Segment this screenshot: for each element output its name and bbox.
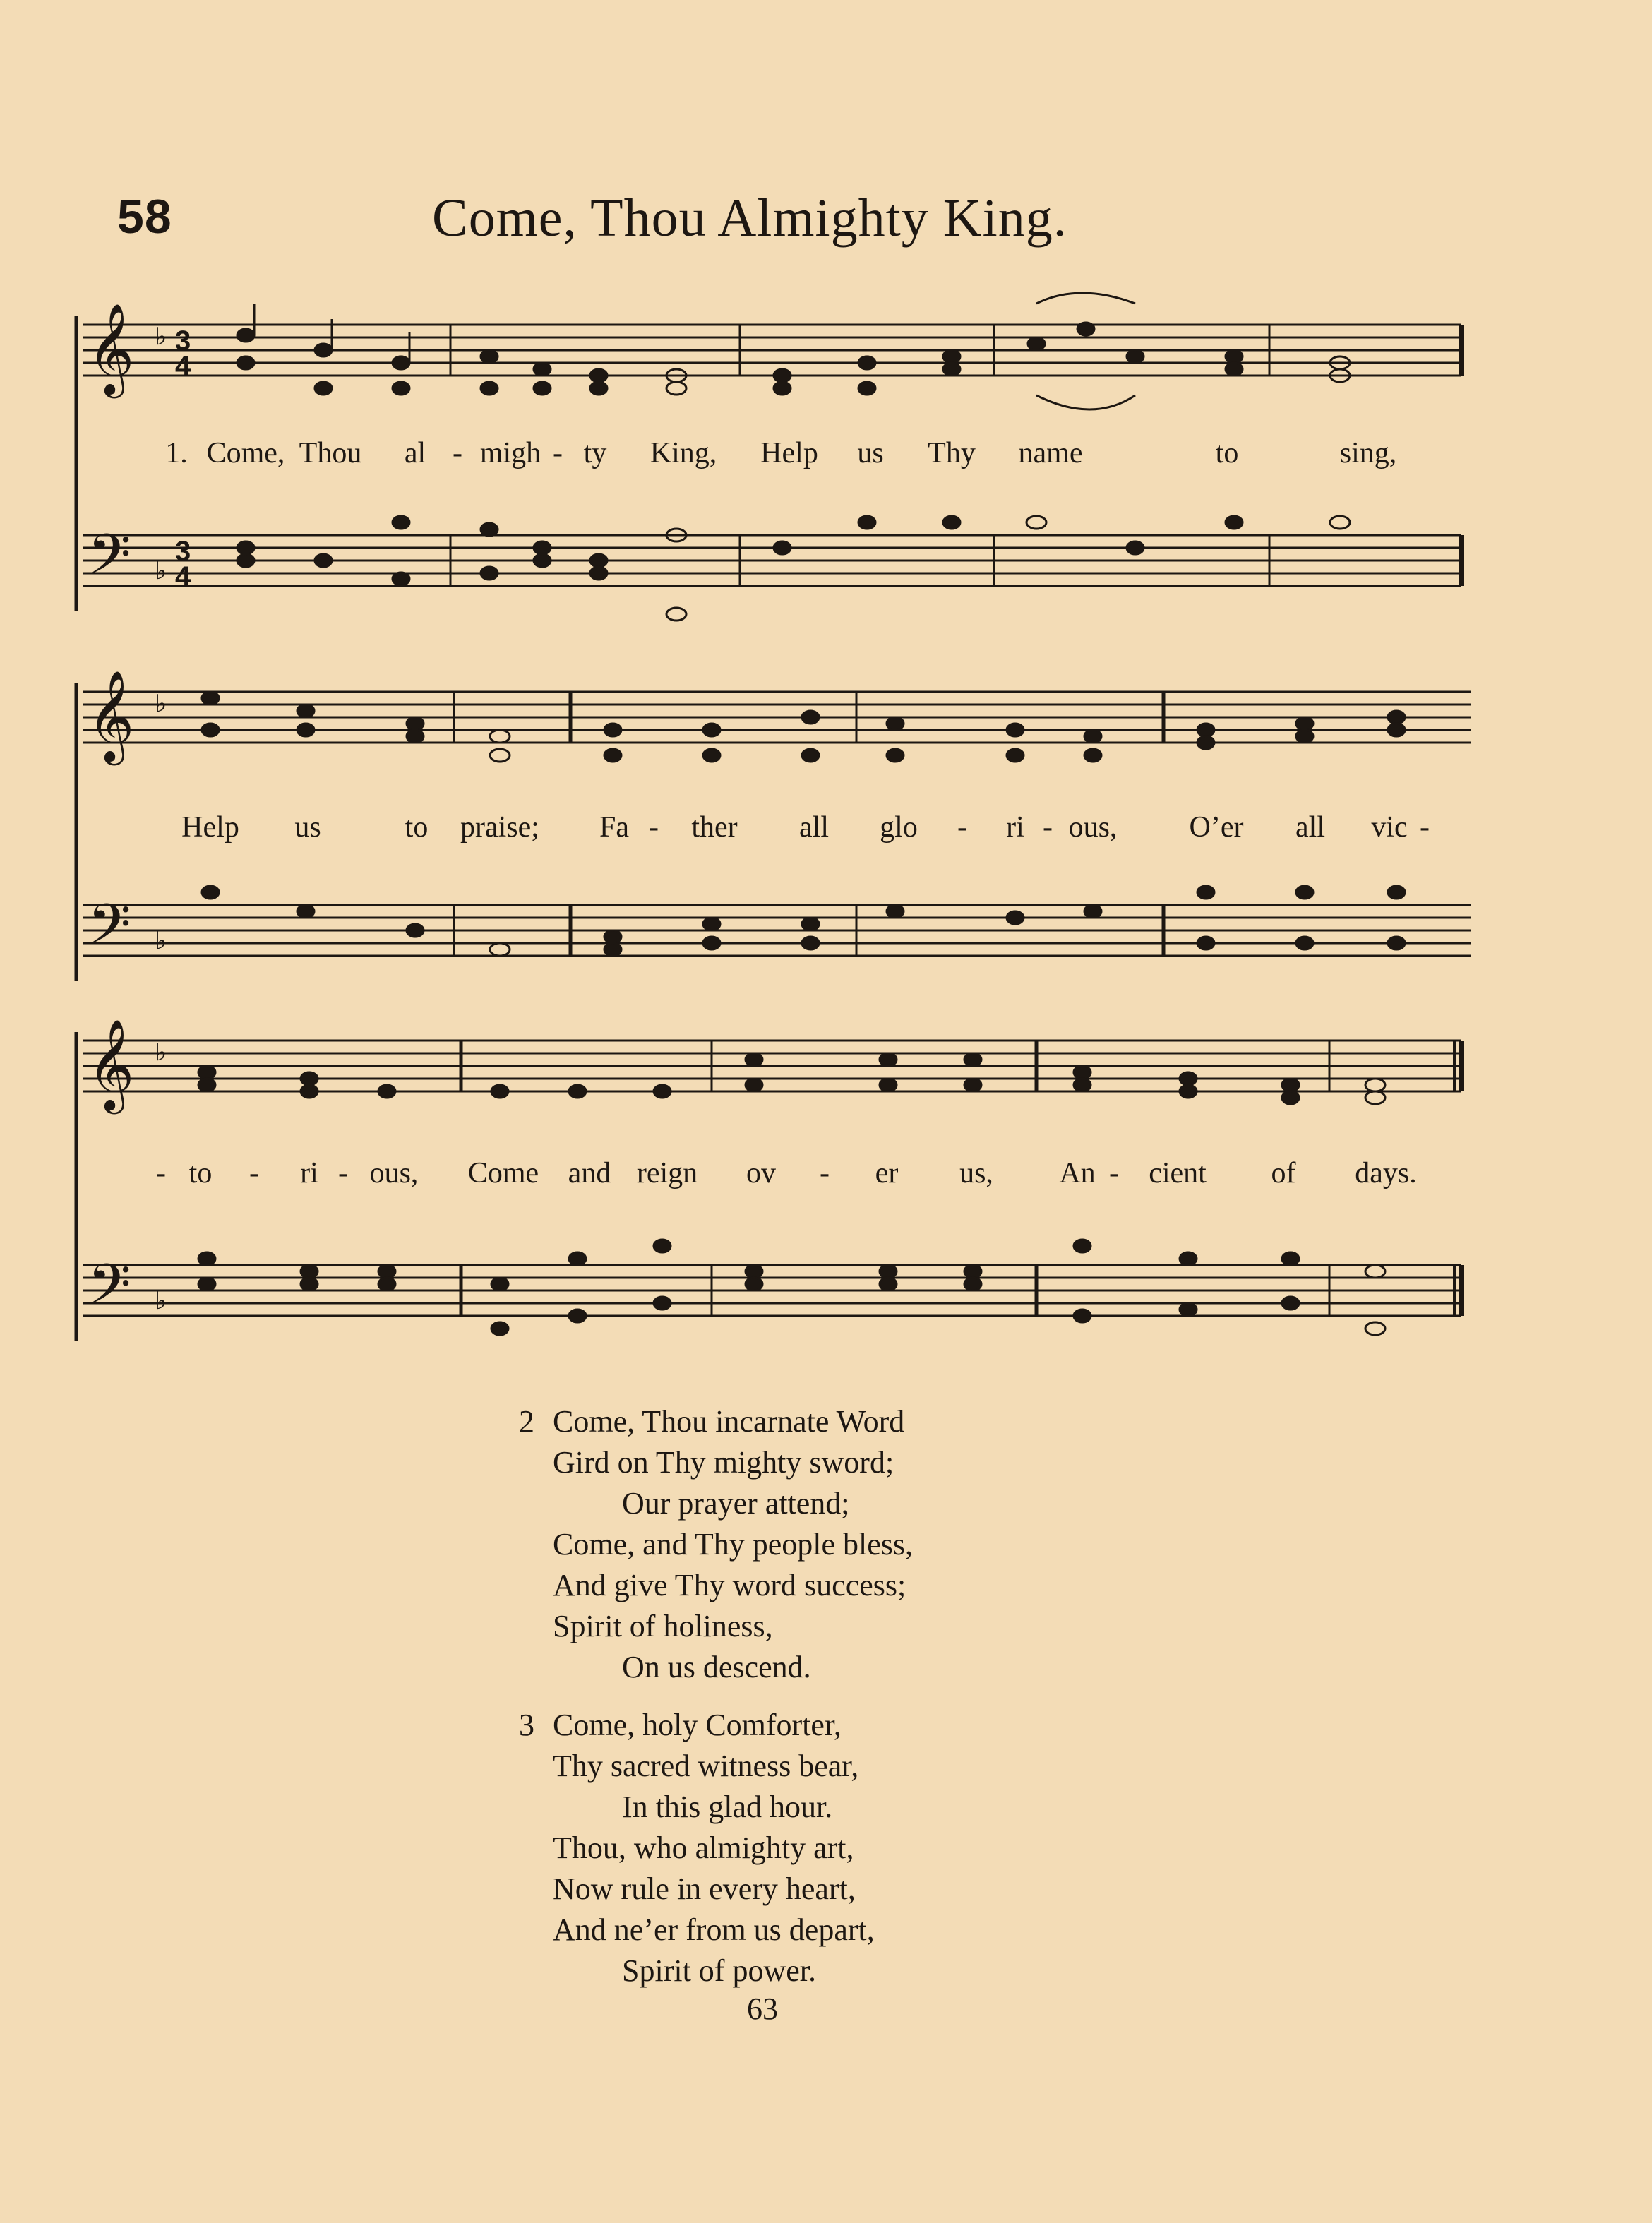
- staff-notation-2: [76, 657, 1471, 995]
- lyric-syllable: ri: [1006, 811, 1024, 844]
- page-number-top: 58: [117, 190, 172, 244]
- lyric-syllable: to: [1215, 437, 1239, 469]
- stanza-line: Spirit of holiness,: [553, 1609, 773, 1643]
- bass-clef-icon: 𝄢: [88, 1252, 131, 1331]
- lyric-syllable: King,: [650, 437, 717, 469]
- lyric-syllable: ous,: [369, 1157, 419, 1190]
- lyric-hyphen: -: [249, 1157, 259, 1190]
- lyric-syllable: Come: [467, 1157, 539, 1190]
- lyric-syllable: all: [799, 811, 829, 844]
- flat-sign-icon: ♭: [155, 323, 167, 351]
- lyric-syllable: and: [568, 1157, 611, 1190]
- stanza-line: And give Thy word success;: [553, 1568, 906, 1602]
- flat-sign-icon: ♭: [155, 690, 167, 718]
- stanza-line: Thou, who almighty art,: [553, 1830, 854, 1865]
- lyric-syllable: glo: [880, 811, 918, 844]
- stanza-line: And ne’er from us depart,: [553, 1912, 875, 1947]
- stanza-line: Now rule in every heart,: [553, 1871, 856, 1906]
- stanza-3: [519, 1705, 913, 1991]
- lyric-syllable: name: [1018, 437, 1083, 469]
- stanza-line-text: Come, holy Comforter,: [553, 1708, 842, 1742]
- stanza-number: 3: [519, 1708, 534, 1742]
- svg-text:3: 3: [175, 536, 191, 567]
- lyric-syllable: all: [1295, 811, 1325, 844]
- lyric-syllable: migh: [479, 437, 541, 469]
- music-system-1: [76, 282, 1471, 635]
- stanza-line: On us descend.: [622, 1650, 811, 1684]
- svg-text:3: 3: [175, 325, 191, 356]
- lyric-hyphen: -: [820, 1157, 830, 1190]
- lyric-syllable: us,: [959, 1157, 993, 1190]
- stanza-line: [519, 1705, 913, 1746]
- stanza-number: 2: [519, 1404, 534, 1439]
- lyric-syllable: al: [404, 437, 426, 469]
- stanza-line-text: Come, Thou incarnate Word: [553, 1404, 905, 1439]
- lyric-syllable: ov: [746, 1157, 776, 1190]
- lyric-syllable: ri: [300, 1157, 318, 1190]
- treble-clef-icon: 𝄞: [88, 1019, 135, 1110]
- stanza-line: Spirit of power.: [622, 1953, 816, 1988]
- hymn-title: Come, Thou Almighty King.: [432, 188, 1067, 248]
- verse-number: 1.: [165, 437, 188, 469]
- lyric-syllable: us: [857, 437, 884, 469]
- lyric-syllable: ther: [691, 811, 738, 844]
- lyric-syllable: Thou: [299, 437, 362, 469]
- lyric-syllable: days.: [1355, 1157, 1417, 1190]
- lyric-hyphen: -: [1109, 1157, 1119, 1190]
- lyric-hyphen: -: [649, 811, 659, 844]
- stanza-line: In this glad hour.: [622, 1790, 833, 1824]
- stanza-line: Gird on Thy mighty sword;: [553, 1445, 894, 1480]
- stanza-line: [519, 1401, 913, 1442]
- lyric-hyphen: -: [338, 1157, 348, 1190]
- lyric-syllable: to: [405, 811, 429, 844]
- lyric-syllable: Help: [181, 811, 239, 844]
- treble-clef-icon: 𝄞: [88, 670, 135, 762]
- lyric-syllable: Come,: [206, 437, 285, 469]
- lyric-syllable: Thy: [928, 437, 976, 469]
- stanza-line: Thy sacred witness bear,: [553, 1749, 859, 1783]
- flat-sign-icon: ♭: [155, 927, 167, 955]
- lyric-syllable: cient: [1149, 1157, 1207, 1190]
- bass-clef-icon: 𝄢: [88, 892, 131, 971]
- bass-clef-icon: 𝄢: [88, 522, 131, 601]
- lyric-syllable: er: [875, 1157, 899, 1190]
- stanza-2: [519, 1401, 913, 1688]
- lyric-syllable: praise;: [460, 811, 539, 844]
- stanza-line: Our prayer attend;: [622, 1486, 850, 1521]
- lyric-syllable: Help: [760, 437, 818, 469]
- lyric-syllable: O’er: [1189, 811, 1244, 844]
- lyric-hyphen: -: [553, 437, 563, 469]
- flat-sign-icon: ♭: [155, 1038, 167, 1067]
- lyric-syllable: sing,: [1339, 437, 1397, 469]
- lyric-syllable: Fa: [599, 811, 629, 844]
- music-system-3: [76, 1002, 1471, 1370]
- lyric-syllable: of: [1271, 1157, 1296, 1190]
- lyric-syllable: An: [1059, 1157, 1096, 1190]
- lyric-syllable: us: [294, 811, 321, 844]
- lyric-hyphen: -: [156, 1157, 166, 1190]
- page-number-bottom: 63: [747, 1991, 778, 2026]
- lyric-hyphen: -: [1043, 811, 1053, 844]
- flat-sign-icon: ♭: [155, 1287, 167, 1315]
- music-system-2: [76, 657, 1471, 995]
- lyric-hyphen: -: [957, 811, 967, 844]
- flat-sign-icon: ♭: [155, 557, 167, 585]
- lyric-syllable: reign: [636, 1157, 698, 1190]
- treble-clef-icon: 𝄞: [88, 303, 135, 395]
- lyric-hyphen: -: [1420, 811, 1430, 844]
- lyric-syllable: ty: [583, 437, 607, 469]
- stanza-line: Come, and Thy people bless,: [553, 1527, 913, 1562]
- lyric-hyphen: -: [453, 437, 462, 469]
- additional-stanzas: [519, 1401, 913, 2008]
- svg-text:4: 4: [175, 351, 191, 382]
- svg-text:4: 4: [175, 561, 191, 592]
- lyric-syllable: vic: [1371, 811, 1408, 844]
- lyric-syllable: to: [188, 1157, 213, 1190]
- lyric-syllable: ous,: [1068, 811, 1118, 844]
